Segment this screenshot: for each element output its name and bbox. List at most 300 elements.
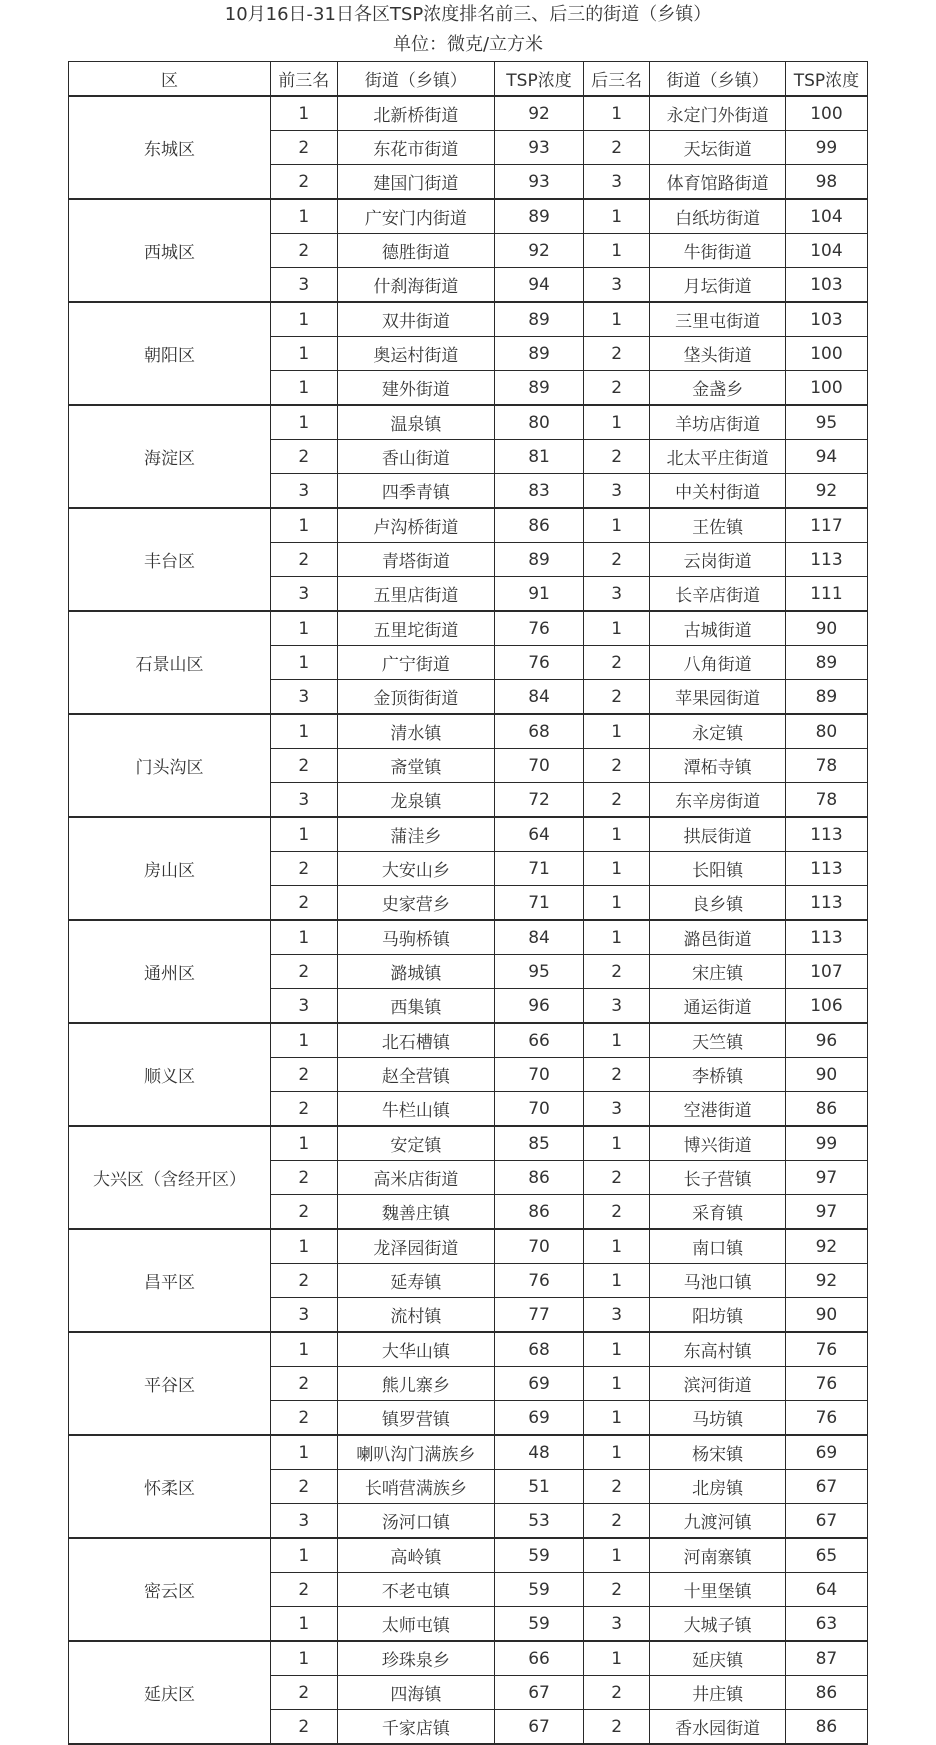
top-rank-cell: 1 <box>270 920 337 955</box>
bottom-rank-cell: 2 <box>583 783 650 818</box>
top-rank-cell: 2 <box>270 955 337 989</box>
bottom-street-cell: 牛街街道 <box>650 234 785 268</box>
bottom-rank-cell: 2 <box>583 1573 650 1607</box>
bottom-rank-cell: 1 <box>583 199 650 234</box>
bottom-rank-cell: 1 <box>583 302 650 337</box>
bottom-tsp-cell: 92 <box>785 1264 867 1298</box>
top-street-cell: 五里坨街道 <box>337 611 495 646</box>
top-tsp-cell: 93 <box>495 131 584 165</box>
top-tsp-cell: 70 <box>495 1058 584 1092</box>
bottom-street-cell: 长子营镇 <box>650 1161 785 1195</box>
top-tsp-cell: 70 <box>495 749 584 783</box>
top-tsp-cell: 69 <box>495 1367 584 1401</box>
bottom-tsp-cell: 106 <box>785 989 867 1024</box>
top-rank-cell: 1 <box>270 508 337 543</box>
top-rank-cell: 2 <box>270 1264 337 1298</box>
top-tsp-cell: 59 <box>495 1607 584 1642</box>
bottom-tsp-cell: 89 <box>785 646 867 680</box>
top-street-cell: 高岭镇 <box>337 1538 495 1573</box>
top-street-cell: 潞城镇 <box>337 955 495 989</box>
district-cell: 西城区 <box>69 199 271 302</box>
top-tsp-cell: 85 <box>495 1126 584 1161</box>
top-tsp-cell: 84 <box>495 680 584 715</box>
bottom-street-cell: 北太平庄街道 <box>650 440 785 474</box>
top-rank-cell: 2 <box>270 1367 337 1401</box>
tsp-ranking-table <box>68 61 868 1745</box>
top-tsp-cell: 93 <box>495 165 584 200</box>
top-tsp-cell: 68 <box>495 1332 584 1367</box>
district-cell: 石景山区 <box>69 611 271 714</box>
bottom-rank-cell: 1 <box>583 1538 650 1573</box>
bottom-rank-cell: 2 <box>583 337 650 371</box>
bottom-tsp-cell: 103 <box>785 302 867 337</box>
top-rank-cell: 1 <box>270 371 337 406</box>
bottom-street-cell: 古城街道 <box>650 611 785 646</box>
table-row <box>69 1641 868 1676</box>
bottom-tsp-cell: 104 <box>785 199 867 234</box>
bottom-rank-cell: 1 <box>583 1435 650 1470</box>
bottom-street-cell: 月坛街道 <box>650 268 785 303</box>
bottom-street-cell: 马坊镇 <box>650 1401 785 1436</box>
bottom-tsp-cell: 67 <box>785 1470 867 1504</box>
header-top-rank: 前三名 <box>270 62 337 97</box>
bottom-tsp-cell: 90 <box>785 1058 867 1092</box>
top-tsp-cell: 96 <box>495 989 584 1024</box>
table-row <box>69 1126 868 1161</box>
top-street-cell: 喇叭沟门满族乡 <box>337 1435 495 1470</box>
district-cell: 通州区 <box>69 920 271 1023</box>
header-row <box>69 62 868 97</box>
top-rank-cell: 3 <box>270 783 337 818</box>
table-row <box>69 508 868 543</box>
top-street-cell: 魏善庄镇 <box>337 1195 495 1230</box>
bottom-tsp-cell: 92 <box>785 1229 867 1264</box>
top-rank-cell: 1 <box>270 1538 337 1573</box>
bottom-rank-cell: 1 <box>583 1126 650 1161</box>
top-rank-cell: 3 <box>270 1504 337 1539</box>
top-rank-cell: 3 <box>270 474 337 509</box>
bottom-street-cell: 井庄镇 <box>650 1676 785 1710</box>
bottom-rank-cell: 2 <box>583 1161 650 1195</box>
bottom-street-cell: 长辛店街道 <box>650 577 785 612</box>
top-rank-cell: 2 <box>270 1092 337 1127</box>
top-street-cell: 龙泉镇 <box>337 783 495 818</box>
header-bottom-tsp: TSP浓度 <box>785 62 867 97</box>
bottom-street-cell: 十里堡镇 <box>650 1573 785 1607</box>
top-tsp-cell: 53 <box>495 1504 584 1539</box>
top-street-cell: 安定镇 <box>337 1126 495 1161</box>
top-street-cell: 建外街道 <box>337 371 495 406</box>
top-rank-cell: 1 <box>270 337 337 371</box>
unit-label: 单位：微克/立方米 <box>392 34 544 55</box>
top-rank-cell: 1 <box>270 1332 337 1367</box>
top-tsp-cell: 66 <box>495 1641 584 1676</box>
bottom-tsp-cell: 104 <box>785 234 867 268</box>
district-cell: 丰台区 <box>69 508 271 611</box>
bottom-rank-cell: 1 <box>583 714 650 749</box>
bottom-rank-cell: 1 <box>583 611 650 646</box>
bottom-tsp-cell: 97 <box>785 1161 867 1195</box>
top-tsp-cell: 70 <box>495 1229 584 1264</box>
top-rank-cell: 3 <box>270 989 337 1024</box>
bottom-tsp-cell: 98 <box>785 165 867 200</box>
top-street-cell: 大安山乡 <box>337 852 495 886</box>
header-bottom-street: 街道（乡镇） <box>650 62 785 97</box>
top-tsp-cell: 81 <box>495 440 584 474</box>
bottom-rank-cell: 2 <box>583 1710 650 1745</box>
bottom-street-cell: 羊坊店街道 <box>650 405 785 440</box>
bottom-tsp-cell: 78 <box>785 749 867 783</box>
bottom-tsp-cell: 107 <box>785 955 867 989</box>
bottom-tsp-cell: 103 <box>785 268 867 303</box>
bottom-rank-cell: 3 <box>583 989 650 1024</box>
top-street-cell: 西集镇 <box>337 989 495 1024</box>
bottom-street-cell: 河南寨镇 <box>650 1538 785 1573</box>
top-tsp-cell: 59 <box>495 1538 584 1573</box>
table-row <box>69 1332 868 1367</box>
top-rank-cell: 3 <box>270 577 337 612</box>
top-tsp-cell: 77 <box>495 1298 584 1333</box>
bottom-tsp-cell: 113 <box>785 817 867 852</box>
top-rank-cell: 2 <box>270 852 337 886</box>
bottom-street-cell: 潭柘寺镇 <box>650 749 785 783</box>
bottom-street-cell: 南口镇 <box>650 1229 785 1264</box>
top-tsp-cell: 76 <box>495 1264 584 1298</box>
bottom-tsp-cell: 90 <box>785 611 867 646</box>
bottom-rank-cell: 1 <box>583 508 650 543</box>
bottom-street-cell: 永定镇 <box>650 714 785 749</box>
top-street-cell: 流村镇 <box>337 1298 495 1333</box>
top-tsp-cell: 94 <box>495 268 584 303</box>
header-top-street: 街道（乡镇） <box>337 62 495 97</box>
bottom-tsp-cell: 113 <box>785 920 867 955</box>
bottom-tsp-cell: 100 <box>785 96 867 131</box>
bottom-rank-cell: 1 <box>583 1023 650 1058</box>
bottom-tsp-cell: 69 <box>785 1435 867 1470</box>
top-rank-cell: 1 <box>270 611 337 646</box>
bottom-rank-cell: 1 <box>583 920 650 955</box>
bottom-tsp-cell: 99 <box>785 1126 867 1161</box>
top-street-cell: 北石槽镇 <box>337 1023 495 1058</box>
bottom-street-cell: 白纸坊街道 <box>650 199 785 234</box>
top-rank-cell: 1 <box>270 1126 337 1161</box>
top-street-cell: 东花市街道 <box>337 131 495 165</box>
bottom-rank-cell: 3 <box>583 474 650 509</box>
top-rank-cell: 3 <box>270 268 337 303</box>
top-rank-cell: 3 <box>270 680 337 715</box>
bottom-tsp-cell: 78 <box>785 783 867 818</box>
top-rank-cell: 2 <box>270 1195 337 1230</box>
top-tsp-cell: 89 <box>495 337 584 371</box>
bottom-street-cell: 通运街道 <box>650 989 785 1024</box>
bottom-rank-cell: 2 <box>583 1058 650 1092</box>
top-tsp-cell: 86 <box>495 1161 584 1195</box>
top-street-cell: 斋堂镇 <box>337 749 495 783</box>
bottom-street-cell: 天竺镇 <box>650 1023 785 1058</box>
bottom-street-cell: 三里屯街道 <box>650 302 785 337</box>
bottom-rank-cell: 1 <box>583 1332 650 1367</box>
table-row <box>69 405 868 440</box>
top-street-cell: 珍珠泉乡 <box>337 1641 495 1676</box>
top-street-cell: 建国门街道 <box>337 165 495 200</box>
bottom-tsp-cell: 76 <box>785 1367 867 1401</box>
top-tsp-cell: 83 <box>495 474 584 509</box>
table-row <box>69 1435 868 1470</box>
top-rank-cell: 1 <box>270 714 337 749</box>
bottom-rank-cell: 1 <box>583 1641 650 1676</box>
top-rank-cell: 2 <box>270 749 337 783</box>
top-street-cell: 广宁街道 <box>337 646 495 680</box>
top-street-cell: 史家营乡 <box>337 886 495 921</box>
bottom-tsp-cell: 86 <box>785 1710 867 1745</box>
top-street-cell: 牛栏山镇 <box>337 1092 495 1127</box>
table-row <box>69 1023 868 1058</box>
top-tsp-cell: 95 <box>495 955 584 989</box>
top-tsp-cell: 66 <box>495 1023 584 1058</box>
top-street-cell: 广安门内街道 <box>337 199 495 234</box>
bottom-tsp-cell: 97 <box>785 1195 867 1230</box>
top-rank-cell: 2 <box>270 1710 337 1745</box>
top-rank-cell: 3 <box>270 1298 337 1333</box>
bottom-rank-cell: 1 <box>583 817 650 852</box>
top-rank-cell: 1 <box>270 1607 337 1642</box>
bottom-rank-cell: 3 <box>583 165 650 200</box>
bottom-rank-cell: 2 <box>583 440 650 474</box>
table-row <box>69 714 868 749</box>
bottom-street-cell: 中关村街道 <box>650 474 785 509</box>
top-rank-cell: 2 <box>270 234 337 268</box>
table-row <box>69 920 868 955</box>
bottom-tsp-cell: 87 <box>785 1641 867 1676</box>
top-rank-cell: 2 <box>270 1470 337 1504</box>
bottom-rank-cell: 1 <box>583 1264 650 1298</box>
top-tsp-cell: 89 <box>495 302 584 337</box>
bottom-tsp-cell: 86 <box>785 1092 867 1127</box>
bottom-rank-cell: 2 <box>583 1504 650 1539</box>
top-street-cell: 德胜街道 <box>337 234 495 268</box>
bottom-rank-cell: 1 <box>583 852 650 886</box>
bottom-street-cell: 天坛街道 <box>650 131 785 165</box>
bottom-tsp-cell: 64 <box>785 1573 867 1607</box>
top-street-cell: 延寿镇 <box>337 1264 495 1298</box>
bottom-tsp-cell: 76 <box>785 1332 867 1367</box>
bottom-rank-cell: 3 <box>583 1298 650 1333</box>
bottom-street-cell: 香水园街道 <box>650 1710 785 1745</box>
bottom-street-cell: 大城子镇 <box>650 1607 785 1642</box>
bottom-street-cell: 垡头街道 <box>650 337 785 371</box>
bottom-tsp-cell: 86 <box>785 1676 867 1710</box>
top-street-cell: 四海镇 <box>337 1676 495 1710</box>
top-tsp-cell: 68 <box>495 714 584 749</box>
top-street-cell: 太师屯镇 <box>337 1607 495 1642</box>
top-tsp-cell: 80 <box>495 405 584 440</box>
bottom-rank-cell: 2 <box>583 680 650 715</box>
district-cell: 延庆区 <box>69 1641 271 1744</box>
top-street-cell: 四季青镇 <box>337 474 495 509</box>
bottom-rank-cell: 1 <box>583 1401 650 1436</box>
bottom-street-cell: 北房镇 <box>650 1470 785 1504</box>
bottom-street-cell: 潞邑街道 <box>650 920 785 955</box>
top-street-cell: 蒲洼乡 <box>337 817 495 852</box>
bottom-street-cell: 博兴街道 <box>650 1126 785 1161</box>
bottom-tsp-cell: 117 <box>785 508 867 543</box>
top-tsp-cell: 71 <box>495 852 584 886</box>
top-tsp-cell: 91 <box>495 577 584 612</box>
bottom-rank-cell: 3 <box>583 577 650 612</box>
bottom-street-cell: 拱辰街道 <box>650 817 785 852</box>
top-tsp-cell: 89 <box>495 371 584 406</box>
bottom-tsp-cell: 111 <box>785 577 867 612</box>
bottom-rank-cell: 2 <box>583 1676 650 1710</box>
top-tsp-cell: 69 <box>495 1401 584 1436</box>
bottom-tsp-cell: 63 <box>785 1607 867 1642</box>
top-rank-cell: 1 <box>270 302 337 337</box>
bottom-rank-cell: 3 <box>583 1607 650 1642</box>
top-street-cell: 千家店镇 <box>337 1710 495 1745</box>
table-row <box>69 302 868 337</box>
top-street-cell: 马驹桥镇 <box>337 920 495 955</box>
bottom-rank-cell: 2 <box>583 1470 650 1504</box>
top-tsp-cell: 67 <box>495 1676 584 1710</box>
header-top-tsp: TSP浓度 <box>495 62 584 97</box>
top-street-cell: 温泉镇 <box>337 405 495 440</box>
bottom-rank-cell: 1 <box>583 1229 650 1264</box>
top-tsp-cell: 92 <box>495 234 584 268</box>
top-tsp-cell: 67 <box>495 1710 584 1745</box>
district-cell: 朝阳区 <box>69 302 271 405</box>
top-tsp-cell: 86 <box>495 1195 584 1230</box>
top-rank-cell: 2 <box>270 543 337 577</box>
bottom-rank-cell: 2 <box>583 646 650 680</box>
top-street-cell: 什刹海街道 <box>337 268 495 303</box>
top-tsp-cell: 76 <box>495 646 584 680</box>
bottom-tsp-cell: 113 <box>785 543 867 577</box>
top-street-cell: 不老屯镇 <box>337 1573 495 1607</box>
top-tsp-cell: 84 <box>495 920 584 955</box>
bottom-rank-cell: 1 <box>583 1367 650 1401</box>
bottom-street-cell: 金盏乡 <box>650 371 785 406</box>
top-street-cell: 汤河口镇 <box>337 1504 495 1539</box>
page-title: 10月16日-31日各区TSP浓度排名前三、后三的街道（乡镇） <box>224 4 712 25</box>
top-rank-cell: 1 <box>270 96 337 131</box>
table-row <box>69 611 868 646</box>
bottom-rank-cell: 2 <box>583 955 650 989</box>
district-cell: 顺义区 <box>69 1023 271 1126</box>
bottom-street-cell: 王佐镇 <box>650 508 785 543</box>
bottom-street-cell: 永定门外街道 <box>650 96 785 131</box>
bottom-street-cell: 宋庄镇 <box>650 955 785 989</box>
top-street-cell: 镇罗营镇 <box>337 1401 495 1436</box>
top-tsp-cell: 86 <box>495 508 584 543</box>
top-tsp-cell: 64 <box>495 817 584 852</box>
top-tsp-cell: 48 <box>495 1435 584 1470</box>
bottom-tsp-cell: 113 <box>785 886 867 921</box>
top-street-cell: 赵全营镇 <box>337 1058 495 1092</box>
top-street-cell: 高米店街道 <box>337 1161 495 1195</box>
bottom-rank-cell: 2 <box>583 371 650 406</box>
bottom-street-cell: 东辛房街道 <box>650 783 785 818</box>
table-row <box>69 1538 868 1573</box>
top-street-cell: 金顶街街道 <box>337 680 495 715</box>
bottom-rank-cell: 1 <box>583 405 650 440</box>
top-rank-cell: 2 <box>270 1161 337 1195</box>
bottom-street-cell: 滨河街道 <box>650 1367 785 1401</box>
top-rank-cell: 1 <box>270 199 337 234</box>
bottom-tsp-cell: 80 <box>785 714 867 749</box>
bottom-street-cell: 阳坊镇 <box>650 1298 785 1333</box>
bottom-tsp-cell: 65 <box>785 1538 867 1573</box>
top-street-cell: 清水镇 <box>337 714 495 749</box>
district-cell: 房山区 <box>69 817 271 920</box>
table-row <box>69 817 868 852</box>
bottom-street-cell: 马池口镇 <box>650 1264 785 1298</box>
top-rank-cell: 2 <box>270 1573 337 1607</box>
bottom-street-cell: 苹果园街道 <box>650 680 785 715</box>
top-street-cell: 大华山镇 <box>337 1332 495 1367</box>
top-rank-cell: 1 <box>270 1641 337 1676</box>
bottom-street-cell: 李桥镇 <box>650 1058 785 1092</box>
bottom-tsp-cell: 89 <box>785 680 867 715</box>
district-cell: 海淀区 <box>69 405 271 508</box>
top-rank-cell: 1 <box>270 1023 337 1058</box>
top-street-cell: 长哨营满族乡 <box>337 1470 495 1504</box>
bottom-rank-cell: 2 <box>583 1195 650 1230</box>
bottom-street-cell: 杨宋镇 <box>650 1435 785 1470</box>
district-cell: 昌平区 <box>69 1229 271 1332</box>
bottom-street-cell: 长阳镇 <box>650 852 785 886</box>
district-cell: 大兴区（含经开区） <box>69 1126 271 1229</box>
top-rank-cell: 1 <box>270 1229 337 1264</box>
bottom-tsp-cell: 94 <box>785 440 867 474</box>
top-street-cell: 五里店街道 <box>337 577 495 612</box>
top-street-cell: 双井街道 <box>337 302 495 337</box>
bottom-rank-cell: 3 <box>583 268 650 303</box>
bottom-tsp-cell: 90 <box>785 1298 867 1333</box>
bottom-rank-cell: 1 <box>583 886 650 921</box>
top-rank-cell: 2 <box>270 886 337 921</box>
top-street-cell: 卢沟桥街道 <box>337 508 495 543</box>
bottom-rank-cell: 2 <box>583 543 650 577</box>
district-cell: 怀柔区 <box>69 1435 271 1538</box>
table-row <box>69 1229 868 1264</box>
bottom-street-cell: 延庆镇 <box>650 1641 785 1676</box>
bottom-street-cell: 良乡镇 <box>650 886 785 921</box>
bottom-rank-cell: 3 <box>583 1092 650 1127</box>
table-row <box>69 199 868 234</box>
top-rank-cell: 2 <box>270 131 337 165</box>
district-cell: 平谷区 <box>69 1332 271 1435</box>
bottom-street-cell: 空港街道 <box>650 1092 785 1127</box>
bottom-street-cell: 九渡河镇 <box>650 1504 785 1539</box>
bottom-tsp-cell: 67 <box>785 1504 867 1539</box>
top-rank-cell: 2 <box>270 1401 337 1436</box>
bottom-tsp-cell: 95 <box>785 405 867 440</box>
bottom-tsp-cell: 99 <box>785 131 867 165</box>
bottom-street-cell: 采育镇 <box>650 1195 785 1230</box>
top-rank-cell: 1 <box>270 1435 337 1470</box>
bottom-tsp-cell: 76 <box>785 1401 867 1436</box>
bottom-rank-cell: 2 <box>583 749 650 783</box>
top-tsp-cell: 89 <box>495 199 584 234</box>
bottom-tsp-cell: 113 <box>785 852 867 886</box>
header-bottom-rank: 后三名 <box>583 62 650 97</box>
top-rank-cell: 2 <box>270 1058 337 1092</box>
district-cell: 东城区 <box>69 96 271 199</box>
district-cell: 密云区 <box>69 1538 271 1641</box>
top-tsp-cell: 92 <box>495 96 584 131</box>
bottom-street-cell: 东高村镇 <box>650 1332 785 1367</box>
top-tsp-cell: 51 <box>495 1470 584 1504</box>
